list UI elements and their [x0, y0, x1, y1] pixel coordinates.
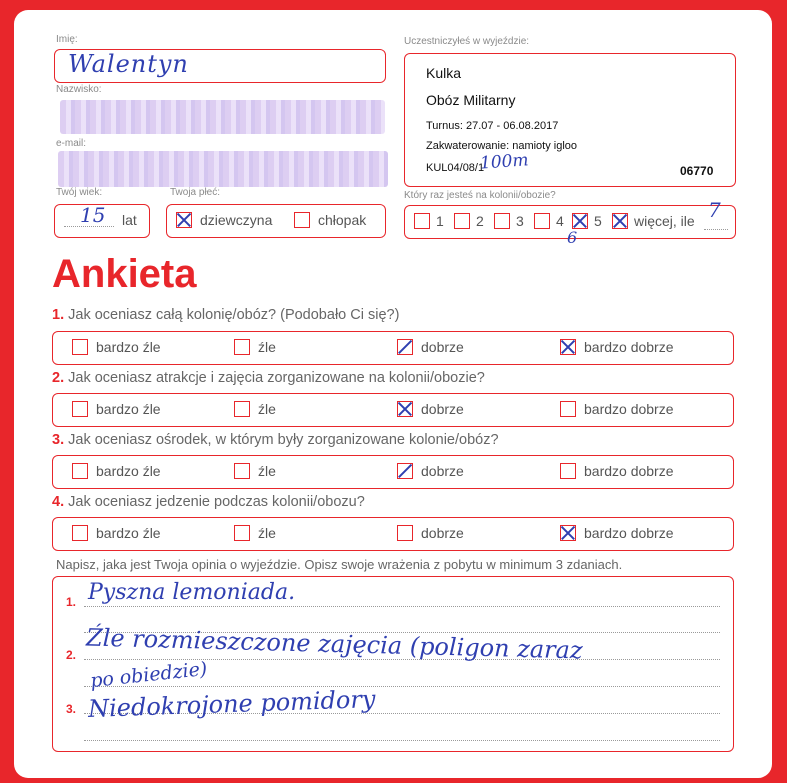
q1-dobrze-label: dobrze [421, 339, 464, 355]
gender-girl-checkbox[interactable] [176, 212, 192, 228]
trip-label: Uczestniczyłeś w wyjeździe: [404, 36, 530, 47]
q4-dobrze-label: dobrze [421, 525, 464, 541]
gender-boy-checkbox[interactable] [294, 212, 310, 228]
attendance-4-label: 4 [556, 213, 564, 229]
attendance-3-label: 3 [516, 213, 524, 229]
q4-text: 4. Jak oceniasz jedzenie podczas kolonii/obozu? [52, 494, 365, 510]
q4-zle-label: źle [258, 525, 276, 541]
attendance-2-checkbox[interactable] [454, 213, 470, 229]
q2-text: 2. Jak oceniasz atrakcje i zajęcia zorganizowane na kolonii/obozie? [52, 370, 485, 386]
name-label: Imię: [56, 34, 78, 45]
attendance-more-dotline [704, 229, 728, 230]
attendance-2-label: 2 [476, 213, 484, 229]
q1-zle-label: źle [258, 339, 276, 355]
q2-bardzo-dobrze-checkbox[interactable] [560, 401, 576, 417]
opinion-prompt: Napisz, jaka jest Twoja opinia o wyjeździe. Opisz swoje wrażenia z pobytu w minimum 3 zdaniach. [56, 557, 623, 572]
trip-handwritten-note: 100m [479, 150, 530, 174]
opinion-text-2b: po obiedzie) [89, 657, 209, 693]
q2-zle-checkbox[interactable] [234, 401, 250, 417]
trip-camp: Obóz Militarny [426, 92, 516, 108]
attendance-more-value: 7 [708, 198, 721, 222]
attendance-3-checkbox[interactable] [494, 213, 510, 229]
q1-bardzo-dobrze-label: bardzo dobrze [584, 339, 674, 355]
age-unit: lat [122, 212, 137, 228]
q3-bardzo-dobrze-checkbox[interactable] [560, 463, 576, 479]
q1-zle-checkbox[interactable] [234, 339, 250, 355]
name-value: Walentyn [68, 50, 189, 78]
opinion-text-1: Pyszna lemoniada. [88, 580, 296, 605]
attendance-more-label: więcej, ile [634, 213, 695, 229]
opinion-number-3: 3. [66, 702, 77, 716]
trip-quarters: Zakwaterowanie: namioty igloo [426, 140, 578, 152]
q3-bardzo-zle-checkbox[interactable] [72, 463, 88, 479]
opinion-number-1: 1. [66, 595, 77, 609]
attendance-label: Który raz jesteś na kolonii/obozie? [404, 190, 556, 201]
q2-dobrze-checkbox[interactable] [397, 401, 413, 417]
email-redacted [58, 151, 388, 187]
q2-bardzo-dobrze-label: bardzo dobrze [584, 401, 674, 417]
attendance-more-checkbox[interactable] [612, 213, 628, 229]
q2-bardzo-zle-label: bardzo źle [96, 401, 161, 417]
gender-girl-label: dziewczyna [200, 212, 273, 228]
q3-bardzo-zle-label: bardzo źle [96, 463, 161, 479]
gender-boy-label: chłopak [318, 212, 367, 228]
surname-redacted [60, 100, 385, 134]
q4-zle-checkbox[interactable] [234, 525, 250, 541]
trip-turnus: Turnus: 27.07 - 06.08.2017 [426, 120, 559, 132]
attendance-1-checkbox[interactable] [414, 213, 430, 229]
trip-number: 06770 [680, 164, 714, 178]
q3-zle-label: źle [258, 463, 276, 479]
q3-bardzo-dobrze-label: bardzo dobrze [584, 463, 674, 479]
trip-company: Kulka [426, 65, 462, 81]
attendance-5-checkbox[interactable] [572, 213, 588, 229]
survey-title: Ankieta [52, 252, 197, 296]
q4-dobrze-checkbox[interactable] [397, 525, 413, 541]
q3-dobrze-label: dobrze [421, 463, 464, 479]
attendance-extra-mark: 6 [567, 228, 578, 247]
q3-dobrze-checkbox[interactable] [397, 463, 413, 479]
email-label: e-mail: [56, 138, 87, 149]
q2-zle-label: źle [258, 401, 276, 417]
q1-text: 1. Jak oceniasz całą kolonię/obóz? (Podobało Ci się?) [52, 307, 400, 323]
q1-bardzo-dobrze-checkbox[interactable] [560, 339, 576, 355]
age-value: 15 [80, 203, 106, 227]
q1-dobrze-checkbox[interactable] [397, 339, 413, 355]
opinion-line-2b [84, 686, 720, 687]
surname-label: Nazwisko: [56, 84, 102, 95]
q4-bardzo-zle-checkbox[interactable] [72, 525, 88, 541]
opinion-text-3: Niedokrojone pomidory [87, 684, 376, 724]
q2-dobrze-label: dobrze [421, 401, 464, 417]
attendance-5-label: 5 [594, 213, 602, 229]
opinion-number-2: 2. [66, 648, 77, 662]
q3-text: 3. Jak oceniasz ośrodek, w którym były zorganizowane kolonie/obóz? [52, 432, 499, 448]
gender-label: Twoja płeć: [170, 187, 221, 198]
q1-bardzo-zle-label: bardzo źle [96, 339, 161, 355]
q4-bardzo-dobrze-label: bardzo dobrze [584, 525, 674, 541]
opinion-line-1 [84, 606, 720, 607]
q3-zle-checkbox[interactable] [234, 463, 250, 479]
q4-bardzo-dobrze-checkbox[interactable] [560, 525, 576, 541]
q4-bardzo-zle-label: bardzo źle [96, 525, 161, 541]
age-label: Twój wiek: [56, 187, 103, 198]
attendance-4-checkbox[interactable] [534, 213, 550, 229]
q2-bardzo-zle-checkbox[interactable] [72, 401, 88, 417]
opinion-line-3b [84, 740, 720, 741]
trip-code: KUL04/08/1 [426, 162, 485, 174]
opinion-text-2: Źle rozmieszczone zajęcia (poligon zaraz [85, 623, 583, 665]
q1-bardzo-zle-checkbox[interactable] [72, 339, 88, 355]
attendance-1-label: 1 [436, 213, 444, 229]
